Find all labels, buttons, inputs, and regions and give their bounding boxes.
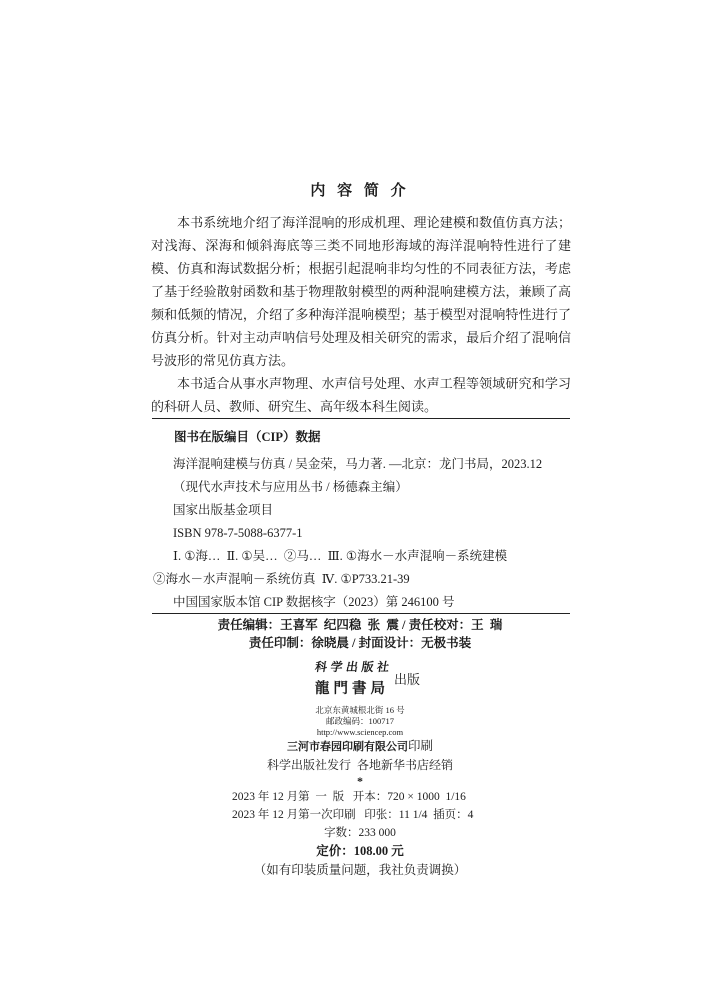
printer-name: 三河市春园印刷有限公司: [286, 741, 408, 753]
cip-bibliographic-entry: 海洋混响建模与仿真 / 吴金荣，马力著. —北京：龙门书局，2023.12: [173, 457, 543, 471]
publisher-logo-imprint: 龍門書局: [315, 681, 389, 697]
word-count: 字数：233 000: [324, 827, 396, 839]
cip-heading: 图书在版编目（CIP）数据: [174, 430, 321, 444]
summary-section: [151, 211, 571, 418]
cip-subject-line: ②海水－水声混响－系统仿真 Ⅳ. ①P733.21-39: [153, 572, 410, 586]
cip-subject-line: Ⅰ. ①海… Ⅱ. ①吴… ②马… Ⅲ. ①海水－水声混响－系统建模: [173, 549, 508, 563]
summary-line: 的科研人员、教师、研究生、高年级本科生阅读。: [151, 399, 438, 414]
publisher-website: http://www.sciencep.com: [316, 727, 404, 737]
separator-asterisk: *: [357, 774, 363, 788]
printing-info: 2023 年 12 月第一次印刷 印张：11 1/4 插页：4: [232, 809, 474, 821]
summary-line: 仿真分析。针对主动声呐信号处理及相关研究的需求，最后介绍了混响信: [151, 330, 571, 345]
editors-credit: 责任编辑：王喜军 纪四稳 张 震 / 责任校对：王 瑞: [217, 618, 503, 632]
edition-info: 2023 年 12 月第 一 版 开本：720 × 1000 1/16: [232, 791, 466, 803]
summary-paragraph: [151, 372, 571, 418]
cip-number: 中国国家版本馆 CIP 数据核字（2023）第 246100 号: [173, 595, 455, 609]
printer-suffix: 印刷: [407, 739, 433, 753]
publisher-logo-name: 科学出版社: [314, 660, 394, 674]
publisher-postcode: 邮政编码：100717: [325, 716, 394, 726]
summary-line: 本书系统地介绍了海洋混响的形成机理、理论建模和数值仿真方法；: [177, 215, 571, 230]
quality-note: （如有印装质量问题，我社负责调换）: [253, 863, 467, 877]
publish-label: 出版: [394, 672, 421, 687]
summary-paragraph: [151, 211, 571, 372]
divider: [152, 613, 570, 614]
production-credit: 责任印制：徐晓晨 / 封面设计：无极书装: [248, 636, 472, 650]
summary-line: 模、仿真和海试数据分析；根据引起混响非均匀性的不同表征方法，考虑: [151, 261, 571, 276]
distribution-line: 科学出版社发行 各地新华书店经销: [266, 758, 453, 772]
summary-line: 频和低频的情况，介绍了多种海洋混响模型；基于模型对混响特性进行了: [151, 307, 571, 322]
price: 定价：108.00 元: [316, 844, 404, 858]
summary-line: 号波形的常见仿真方法。: [151, 353, 295, 368]
credits-block: [0, 616, 720, 652]
summary-title: 内 容 简 介: [310, 183, 410, 199]
cip-block: [151, 426, 571, 614]
cip-funding: 国家出版基金项目: [173, 503, 274, 517]
divider: [152, 418, 570, 419]
publisher-address: 北京东黄城根北街 16 号: [315, 705, 405, 715]
cip-series: （现代水声技术与应用丛书 / 杨德森主编）: [173, 480, 408, 494]
summary-line: 对浅海、深海和倾斜海底等三类不同地形海域的海洋混响特性进行了建: [151, 238, 571, 253]
publisher-logo: [314, 659, 394, 699]
summary-line: 了基于经验散射函数和基于物理散射模型的两种混响建模方法，兼顾了高: [151, 284, 571, 299]
summary-line: 本书适合从事水声物理、水声信号处理、水声工程等领域研究和学习: [177, 376, 571, 391]
publisher-contact: [0, 705, 720, 738]
cip-isbn: ISBN 978-7-5088-6377-1: [173, 526, 303, 540]
printer-line: [0, 738, 720, 755]
